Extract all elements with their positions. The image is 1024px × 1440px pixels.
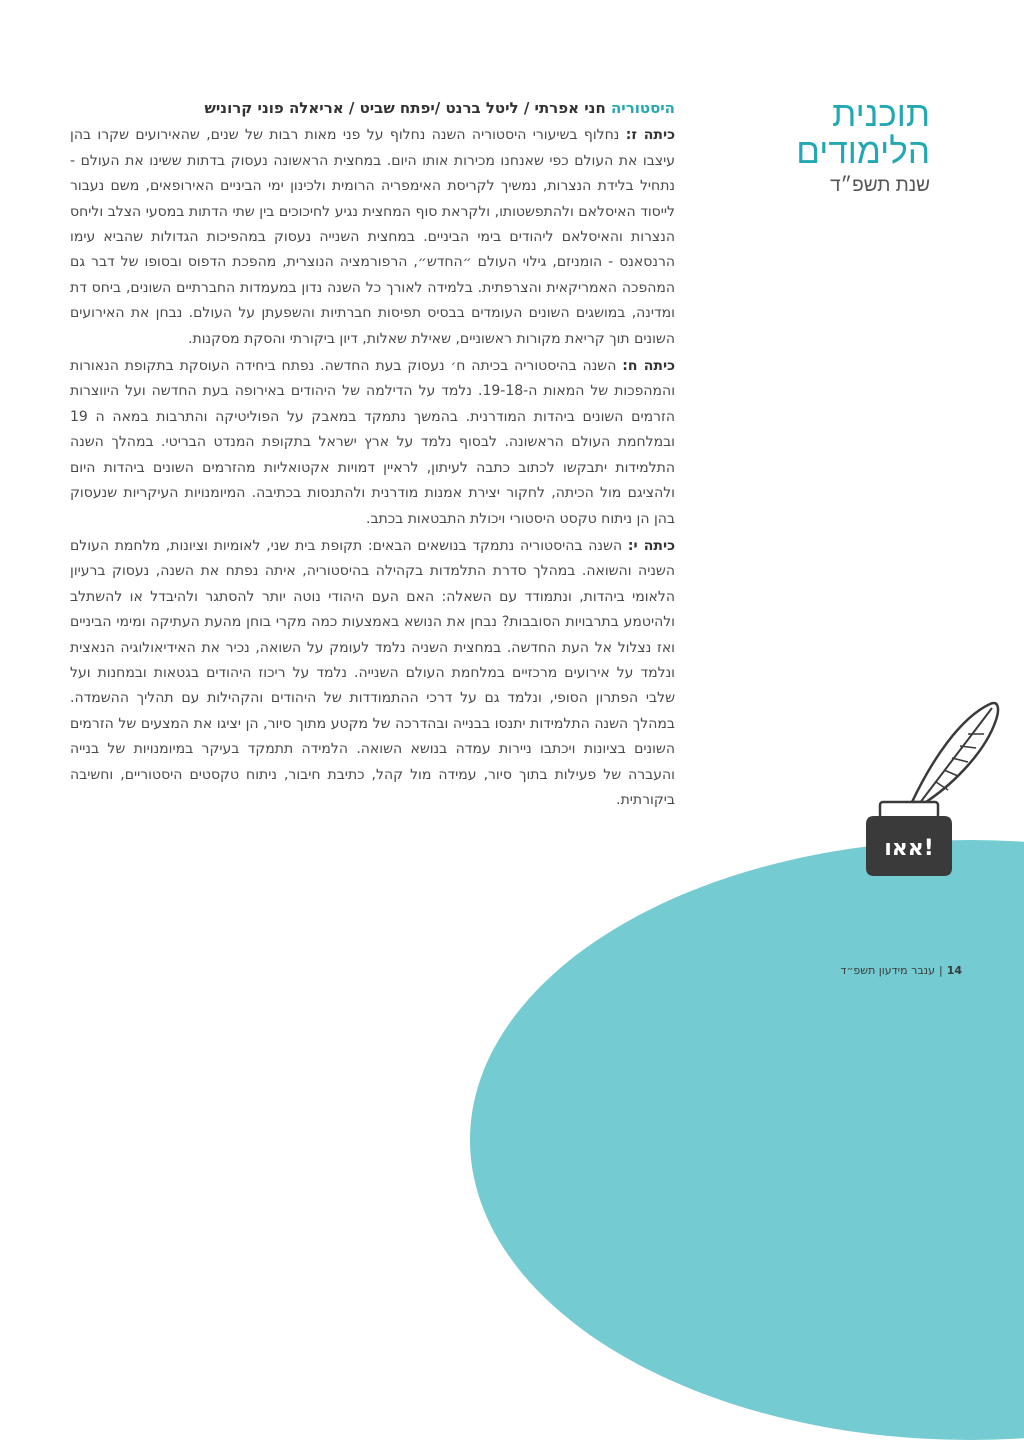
jar-label: !אאו [884, 836, 934, 861]
grade-text: השנה בהיסטוריה בכיתה ח׳ נעסוק בעת החדשה. נפתח ביחידה העוסקת בתקופת הנאורות והמהפכות של המאות ה-19-18. נלמד על הדילמה של היהודים באירופה בעת החדשה ועל היווצרות הזרמים השונים ביהדות המודרנית. בהמשך נתמקד במאבק על הפוליטיקה והתרבות במאה ה 19 ובמלחמת העולם הראשונה. לבסוף נלמד על ארץ ישראל בתקופת המנדט הבריטי. במהלך השנה התלמידות יתבקשו לכתוב כתבה לעיתון, לראיין דמויות אקטואליות מהזרמים השונים ביהדות היום ולהציגם מול הכיתה, לחקור יצירת אמנות מודרנית ולהתנסות בכתיבה. המיומנויות העיקריות שנעסוק בהן הן ניתוח טקסט היסטורי ויכולת התבטאות בכתב. [70, 358, 676, 527]
footer-separator: | [938, 964, 943, 977]
inkwell-quill-icon [840, 690, 1010, 890]
grade-label: כיתה י: [627, 537, 676, 554]
decorative-teal-shape [470, 840, 1024, 1440]
page-subtitle: שנת תשפ״ד [830, 175, 930, 196]
page-footer [840, 964, 962, 977]
grade-paragraph [70, 123, 675, 352]
page-title-line-2: הלימודים [796, 132, 930, 171]
grade-paragraph [70, 534, 675, 813]
grade-label: כיתה ז: [625, 127, 676, 144]
grade-text: השנה בהיסטוריה נתמקד בנושאים הבאים: תקופת בית שני, לאומיות וציונות, מלחמת העולם השניה והשואה. במהלך סדרת התלמדות בקהילה בהיסטוריה, איתה נפתח את השנה, נעסוק ברעיון הלאומי ביהדות, ונתמודד עם השאלה: האם העם היהודי נוטה יותר להסתגר ולהיבדל או להשתלב ולהיטמע בתרבויות הסובבות? נבחן את הנושא באמצעות כמה מקרי בוחן מהעת העתיקה ומימי הביניים ואז נצלול אל העת החדשה. במחצית השניה נלמד לעומק על השואה, נכיר את האידיאולוגיה הנאצית ונלמד על אירועים מרכזיים במלחמת העולם השנייה. נלמד על ריכוז היהודים בגטאות ובמחנות ועל שלבי הפתרון הסופי, ונלמד גם על דרכי ההתמודדות של היהודים והקהילות עם תהליך ההשמדה. במהלך השנה התלמידות יתנסו בבנייה ובהדרכה של מקטע מתוך סיור, הן יציגו את המצעים של הזרמים השונים בציונות ויכתבו ניירות עמדה בנושא השואה. הלמידה תתמקד בעיקר במיומנויות של בנייה והעברה של פעילות בתוך סיור, עמידה מול קהל, כתיבת חיבור, ניתוח טקסטים היסטוריים, וחשיבה ביקורתית. [70, 537, 675, 808]
article [70, 96, 675, 815]
subject-name: היסטוריה [610, 99, 675, 117]
page-title [730, 96, 930, 170]
publication-name: ענבר מידעון תשפ״ד [840, 964, 935, 977]
teachers-list: חני אפרתי / ליטל ברנט /יפתח שביט / אריאלה פוני קרוניש [204, 99, 606, 117]
grade-paragraph [70, 354, 675, 532]
grade-label: כיתה ח: [622, 358, 675, 375]
article-headline [70, 96, 675, 121]
grade-text: נחלוף בשיעורי היסטוריה השנה נחלוף על פני מאות רבות של שנים, שהאירועים שקרו בהן עיצבו את העולם כפי שאנחנו מכירות אותו היום. במחצית הראשונה נעסוק בדתות ששינו את העולם - נתחיל בלידת הנצרות, נמשיך לקריסת האימפריה הרומית ולכינון ימי הביניים האירופאים, משם נעבור לייסוד האיסלאם ולהתפשטותו, ולקראת סוף המחצית נגיע לחיכוכים בין שתי הדתות במסעי הצלב וליחס הנצרות והאיסלאם ליהודים בימי הביניים. במחצית השנייה נעסוק במהפיכות הגדולות שהביא עימו הרנסאנס - הומניזם, גילוי העולם ״החדש״, הרפורמציה הנוצרית, מהפכת הדפוס ובסופו של דבר גם המהפכה האמריקאית והצרפתית. בלמידה לאורך כל השנה נדון במעמדות החברתיים השונים, ביחס דת ומדינה, במושגים השונים העומדים בבסיס תפיסות חברתיות והשפעתן על העולם. נבחן את האירועים השונים תוך קריאת מקורות ראשוניים, שאילת שאלות, דיון ביקורתי והסקת מסקנות. [70, 127, 675, 347]
page-title-line-1: תוכנית [832, 95, 930, 134]
page-number: 14 [946, 964, 962, 977]
